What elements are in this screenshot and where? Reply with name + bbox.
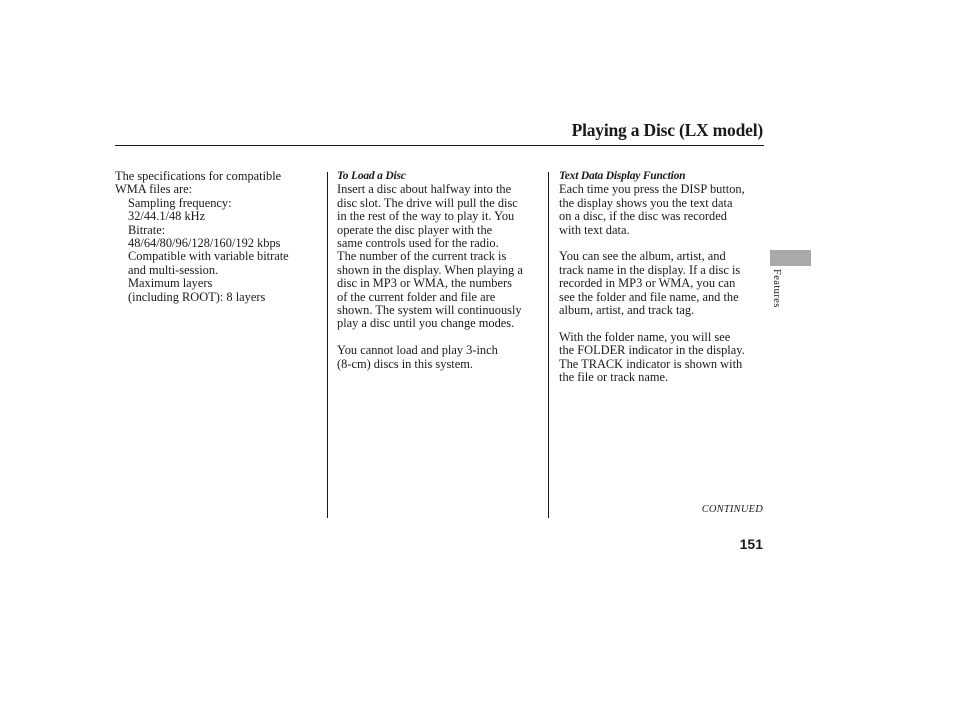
spec-line: and multi-session. <box>128 262 219 277</box>
text-line: Insert a disc about halfway into the <box>337 182 512 197</box>
section-heading: Text Data Display Function <box>559 170 686 182</box>
text-line: You can see the album, artist, and <box>559 249 726 264</box>
spec-line: Maximum layers <box>128 276 213 291</box>
paragraph <box>559 331 769 385</box>
text-line: recorded in MP3 or WMA, you can <box>559 276 736 291</box>
text-line: play a disc until you change modes. <box>337 316 515 331</box>
text-line: disc in MP3 or WMA, the numbers <box>337 276 512 291</box>
column-text-data-display <box>559 170 769 384</box>
text-line: of the current folder and file are <box>337 289 496 304</box>
paragraph <box>559 183 769 237</box>
spec-line: 32/44.1/48 kHz <box>128 209 206 224</box>
text-line: shown in the display. When playing a <box>337 262 523 277</box>
page-title: Playing a Disc (LX model) <box>571 120 763 140</box>
paragraph <box>337 344 543 371</box>
text-line: with text data. <box>559 222 630 237</box>
text-line: see the folder and file name, and the <box>559 289 739 304</box>
paragraph-gap <box>559 237 769 250</box>
text-line: The TRACK indicator is shown with <box>559 356 743 371</box>
text-line: album, artist, and track tag. <box>559 303 695 318</box>
text-line: the display shows you the text data <box>559 195 733 210</box>
text-line: The number of the current track is <box>337 249 507 264</box>
spec-line: (including ROOT): 8 layers <box>128 289 266 304</box>
text-line: With the folder name, you will see <box>559 329 731 344</box>
text-line: disc slot. The drive will pull the disc <box>337 195 518 210</box>
spec-line: 48/64/80/96/128/160/192 kbps <box>128 236 281 251</box>
title-rule <box>115 145 764 146</box>
paragraph <box>559 250 769 317</box>
text-line: The specifications for compatible <box>115 169 282 183</box>
paragraph-gap <box>559 317 769 330</box>
text-line: in the rest of the way to play it. You <box>337 209 515 224</box>
spec-line: Sampling frequency: <box>128 195 232 210</box>
column-divider <box>548 172 549 518</box>
text-line: You cannot load and play 3-inch <box>337 343 498 358</box>
text-line: WMA files are: <box>115 182 193 197</box>
section-heading: To Load a Disc <box>337 170 406 182</box>
column-specifications <box>115 170 320 304</box>
text-line: operate the disc player with the <box>337 222 493 237</box>
side-tab-label: Features <box>771 269 782 308</box>
text-line: same controls used for the radio. <box>337 236 499 251</box>
column-divider <box>327 172 328 518</box>
paragraph-gap <box>337 331 543 344</box>
spec-line: Bitrate: <box>128 222 166 237</box>
text-line: track name in the display. If a disc is <box>559 262 741 277</box>
text-line: on a disc, if the disc was recorded <box>559 209 727 224</box>
side-tab <box>770 250 811 266</box>
spec-line: Compatible with variable bitrate <box>128 249 289 264</box>
text-line: the file or track name. <box>559 370 669 385</box>
text-line: Each time you press the DISP button, <box>559 182 745 197</box>
paragraph <box>337 183 543 330</box>
spec-list <box>115 197 320 304</box>
continued-label: CONTINUED <box>701 504 763 515</box>
text-line: the FOLDER indicator in the display. <box>559 343 745 358</box>
page-number: 151 <box>739 536 763 552</box>
column-load-disc <box>337 170 543 371</box>
text-line: shown. The system will continuously <box>337 303 522 318</box>
text-line: (8-cm) discs in this system. <box>337 356 473 371</box>
